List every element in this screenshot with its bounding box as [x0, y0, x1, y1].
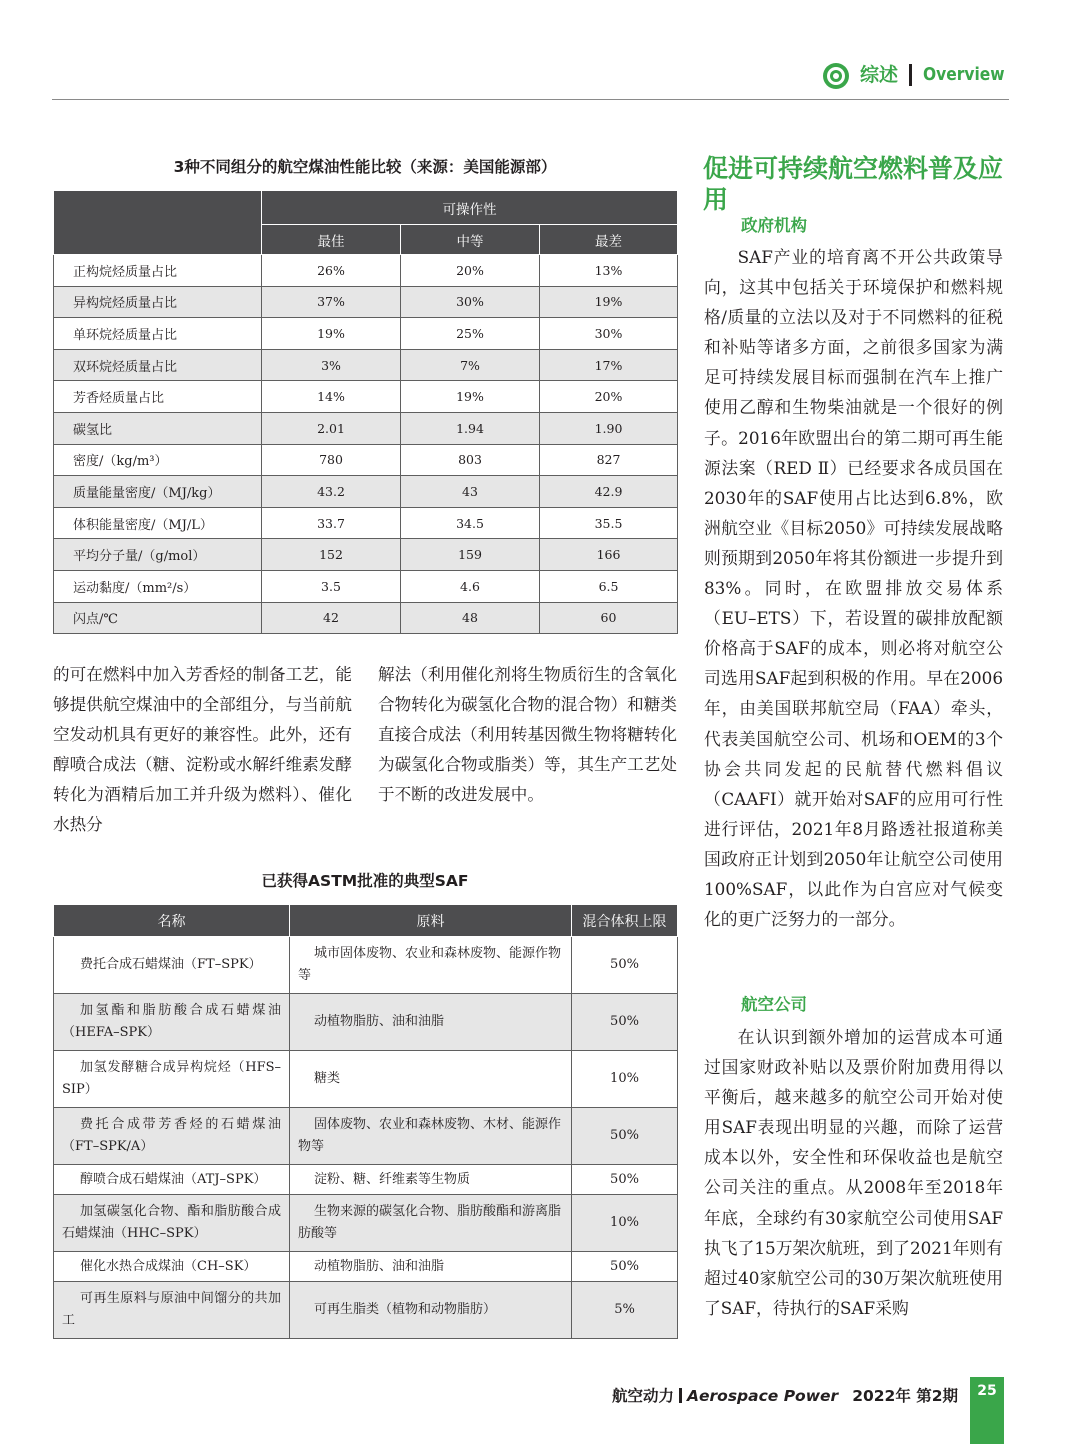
- fuel-name-cell: 催化水热合成煤油（CH–SK）: [54, 1252, 290, 1282]
- feedstock-cell: 动植物脂肪、油和油脂: [290, 1252, 572, 1282]
- section-title-en: Overview: [923, 64, 1005, 85]
- table-row: [54, 937, 678, 994]
- table1-title: 3种不同组分的航空煤油性能比较（来源：美国能源部）: [173, 158, 557, 176]
- blend-limit-cell: 5%: [572, 1282, 678, 1339]
- value-cell: 20%: [401, 255, 540, 287]
- fuel-name-cell: 加氢发酵糖合成异构烷烃（HFS–SIP）: [54, 1051, 290, 1108]
- value-cell: 42: [262, 602, 401, 634]
- value-cell: 30%: [540, 318, 678, 350]
- value-cell: 827: [540, 444, 678, 476]
- table1-group-header: 可操作性: [262, 191, 678, 225]
- government-section-text: [704, 242, 1003, 934]
- value-cell: 60: [540, 602, 678, 634]
- table2-column-header: 混合体积上限: [572, 905, 678, 937]
- feedstock-cell: 糖类: [290, 1051, 572, 1108]
- magazine-name-en: Aerospace Power: [687, 1387, 839, 1405]
- blend-limit-cell: 50%: [572, 994, 678, 1051]
- blend-limit-cell: 10%: [572, 1195, 678, 1252]
- property-label: 双环烷烃质量占比: [54, 349, 262, 381]
- table-row: [54, 412, 678, 444]
- airlines-section-text: [704, 1022, 1003, 1323]
- table-row: [54, 602, 678, 634]
- blend-limit-cell: 50%: [572, 1252, 678, 1282]
- subheading-government: 政府机构: [741, 216, 807, 235]
- feedstock-cell: 城市固体废物、农业和森林废物、能源作物等: [290, 937, 572, 994]
- footer-magazine-info: [612, 1384, 958, 1408]
- table-row: [54, 994, 678, 1051]
- blend-limit-cell: 50%: [572, 937, 678, 994]
- value-cell: 6.5: [540, 570, 678, 602]
- value-cell: 19%: [540, 286, 678, 318]
- property-label: 异构烷烃质量占比: [54, 286, 262, 318]
- table-row: [54, 476, 678, 508]
- blend-limit-cell: 50%: [572, 1165, 678, 1195]
- header-rule: [52, 99, 1009, 100]
- table1-corner-cell: [54, 191, 262, 255]
- table1-column-header: 中等: [401, 225, 540, 255]
- value-cell: 2.01: [262, 412, 401, 444]
- body-paragraph: 的可在燃料中加入芳香烃的制备工艺，能够提供航空煤油中的全部组分，与当前航空发动机具有更好的兼容性。此外，还有醇喷合成法（糖、淀粉或水解纤维素发酵转化为酒精后加工并升级为燃料）、催化水热分: [53, 665, 352, 834]
- feedstock-cell: 淀粉、糖、纤维素等生物质: [290, 1165, 572, 1195]
- property-label: 体积能量密度/（MJ/L）: [54, 507, 262, 539]
- table2-column-header: 名称: [54, 905, 290, 937]
- value-cell: 26%: [262, 255, 401, 287]
- value-cell: 159: [401, 539, 540, 571]
- fuel-name-cell: 加氢碳氢化合物、酯和脂肪酸合成石蜡煤油（HHC–SPK）: [54, 1195, 290, 1252]
- issue-number: 2022年 第2期: [852, 1387, 959, 1405]
- property-label: 单环烷烃质量占比: [54, 318, 262, 350]
- value-cell: 3%: [262, 349, 401, 381]
- blend-limit-cell: 10%: [572, 1051, 678, 1108]
- table-row: [54, 1165, 678, 1195]
- blend-limit-cell: 50%: [572, 1108, 678, 1165]
- table-row: [54, 1051, 678, 1108]
- property-label: 质量能量密度/（MJ/kg）: [54, 476, 262, 508]
- body-text-column-right: [378, 660, 677, 810]
- feedstock-cell: 可再生脂类（植物和动物脂肪）: [290, 1282, 572, 1339]
- value-cell: 35.5: [540, 507, 678, 539]
- fuel-name-cell: 可再生原料与原油中间馏分的共加工: [54, 1282, 290, 1339]
- table-row: [54, 286, 678, 318]
- value-cell: 42.9: [540, 476, 678, 508]
- fuel-name-cell: 加氢酯和脂肪酸合成石蜡煤油（HEFA–SPK）: [54, 994, 290, 1051]
- table-row: [54, 1252, 678, 1282]
- value-cell: 4.6: [401, 570, 540, 602]
- value-cell: 17%: [540, 349, 678, 381]
- value-cell: 1.90: [540, 412, 678, 444]
- body-paragraph: 解法（利用催化剂将生物质衍生的含氧化合物转化为碳氢化合物的混合物）和糖类直接合成法（利用转基因微生物将糖转化为碳氢化合物或脂类）等，其生产工艺处于不断的改进发展中。: [378, 665, 677, 804]
- value-cell: 14%: [262, 381, 401, 413]
- body-text-column-left: [53, 660, 352, 840]
- property-label: 正构烷烃质量占比: [54, 255, 262, 287]
- table-row: [54, 1282, 678, 1339]
- saf-approved-table: [53, 904, 678, 1339]
- section-logo-icon: [822, 62, 850, 90]
- value-cell: 803: [401, 444, 540, 476]
- table-row: [54, 349, 678, 381]
- feedstock-cell: 生物来源的碳氢化合物、脂肪酸酯和游离脂肪酸等: [290, 1195, 572, 1252]
- fuel-name-cell: 费托合成带芳香烃的石蜡煤油（FT–SPK/A）: [54, 1108, 290, 1165]
- table-row: [54, 570, 678, 602]
- table-row: [54, 539, 678, 571]
- value-cell: 37%: [262, 286, 401, 318]
- table1-column-header: 最佳: [262, 225, 401, 255]
- page-number: 25: [977, 1383, 997, 1399]
- property-label: 运动黏度/（mm²/s）: [54, 570, 262, 602]
- value-cell: 43.2: [262, 476, 401, 508]
- value-cell: 19%: [262, 318, 401, 350]
- footer-divider: [679, 1388, 682, 1403]
- body-paragraph: 在认识到额外增加的运营成本可通过国家财政补贴以及票价附加费用得以平衡后，越来越多的航空公司开始对使用SAF表现出明显的兴趣，而除了运营成本以外，安全性和环保收益也是航空公司关注的重点。从2008年至2018年年底，全球约有30家航空公司使用SAF执飞了15万架次航班，到了2021年则有超过40家航空公司的30万架次航班使用了SAF，待执行的SAF采购: [704, 1027, 1003, 1318]
- table-row: [54, 255, 678, 287]
- table1-column-header: 最差: [540, 225, 678, 255]
- property-label: 密度/（kg/m³）: [54, 444, 262, 476]
- value-cell: 7%: [401, 349, 540, 381]
- value-cell: 34.5: [401, 507, 540, 539]
- value-cell: 13%: [540, 255, 678, 287]
- fuel-name-cell: 醇喷合成石蜡煤油（ATJ–SPK）: [54, 1165, 290, 1195]
- table-row: [54, 318, 678, 350]
- table-row: [54, 1195, 678, 1252]
- table-row: [54, 444, 678, 476]
- magazine-name-cn: 航空动力: [612, 1387, 675, 1405]
- article-title: 促进可持续航空燃料普及应用: [703, 154, 1004, 214]
- value-cell: 780: [262, 444, 401, 476]
- body-paragraph: SAF产业的培育离不开公共政策导向，这其中包括关于环境保护和燃料规格/质量的立法以及对于不同燃料的征税和补贴等诸多方面，之前很多国家为满足可持续发展目标而强制在汽车上推广使用乙醇和生物柴油就是一个很好的例子。2016年欧盟出台的第二期可再生能源法案（RED Ⅱ）已经要求各成员国在2030年的SAF使用占比达到6.8%，欧洲航空业《目标2050》可持续发展战略则预期到2050年将其份额进一步提升到83%。同时，在欧盟排放交易体系（EU–ETS）下，若设置的碳排放配额价格高于SAF的成本，则必将对航空公司选用SAF起到积极的作用。早在2006年，由美国联邦航空局（FAA）牵头，代表美国航空公司、机场和OEM的3个协会共同发起的民航替代燃料倡议（CAAFI）就开始对SAF的应用可行性进行评估，2021年8月路透社报道称美国政府正计划到2050年让航空公司使用100%SAF，以此作为白宫应对气候变化的更广泛努力的一部分。: [704, 247, 1003, 930]
- property-label: 闪点/℃: [54, 602, 262, 634]
- fuel-name-cell: 费托合成石蜡煤油（FT–SPK）: [54, 937, 290, 994]
- feedstock-cell: 固体废物、农业和森林废物、木材、能源作物等: [290, 1108, 572, 1165]
- value-cell: 1.94: [401, 412, 540, 444]
- value-cell: 48: [401, 602, 540, 634]
- table-row: [54, 1108, 678, 1165]
- table2-column-header: 原料: [290, 905, 572, 937]
- value-cell: 43: [401, 476, 540, 508]
- value-cell: 166: [540, 539, 678, 571]
- value-cell: 3.5: [262, 570, 401, 602]
- page-number-tab: [970, 1377, 1004, 1444]
- table-row: [54, 507, 678, 539]
- fuel-comparison-table: [53, 190, 678, 634]
- feedstock-cell: 动植物脂肪、油和油脂: [290, 994, 572, 1051]
- value-cell: 20%: [540, 381, 678, 413]
- value-cell: 19%: [401, 381, 540, 413]
- value-cell: 33.7: [262, 507, 401, 539]
- property-label: 芳香烃质量占比: [54, 381, 262, 413]
- value-cell: 30%: [401, 286, 540, 318]
- table-row: [54, 381, 678, 413]
- section-title-cn: 综述: [860, 64, 899, 86]
- subheading-airlines: 航空公司: [741, 995, 807, 1014]
- value-cell: 25%: [401, 318, 540, 350]
- property-label: 碳氢比: [54, 412, 262, 444]
- property-label: 平均分子量/（g/mol）: [54, 539, 262, 571]
- value-cell: 152: [262, 539, 401, 571]
- table2-title: 已获得ASTM批准的典型SAF: [261, 872, 469, 890]
- section-divider: [909, 64, 912, 86]
